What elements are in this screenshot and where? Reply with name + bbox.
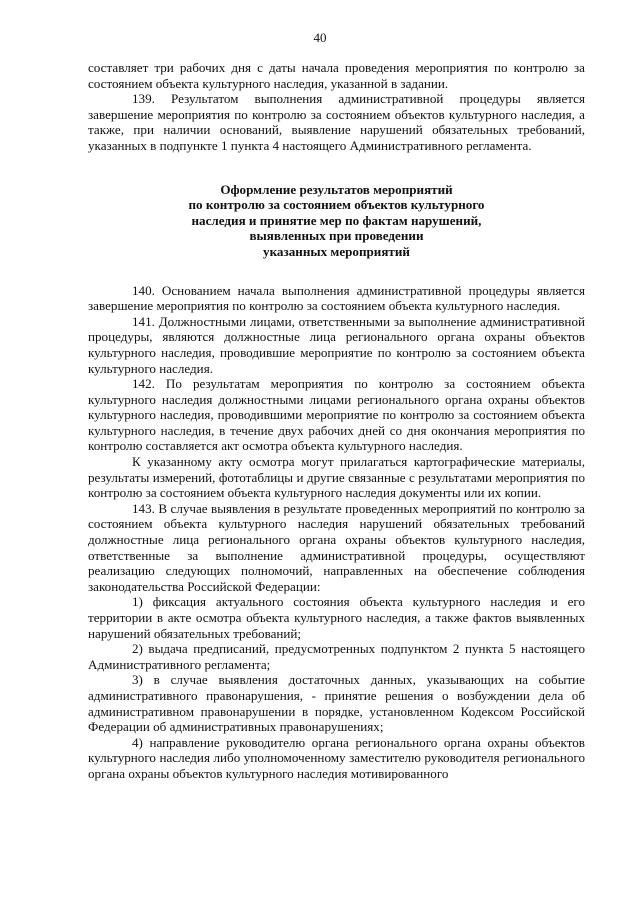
paragraph-142: 142. По результатам мероприятия по контролю за состоянием объекта культурного наследия должностными лицами регионального органа охраны объектов культурного наследия, проводившими мероприятие по контролю за состоянием объекта культурного наследия, в течение двух рабочих дней со дня окончания мероприятия по контролю составляется акт осмотра объекта культурного наследия. bbox=[88, 376, 585, 454]
paragraph-139: 139. Результатом выполнения административной процедуры является завершение мероприятия по контролю за состоянием объектов культурного наследия, а также, при наличии оснований, выявление нарушений обязательных требований, указанных в подпункте 1 пункта 4 настоящего Административного регламента. bbox=[88, 91, 585, 153]
document-body bbox=[88, 60, 585, 782]
paragraph-continuation: составляет три рабочих дня с даты начала проведения мероприятия по контролю за состоянием объекта культурного наследия, указанной в задании. bbox=[88, 60, 585, 91]
paragraph-143: 143. В случае выявления в результате проведенных мероприятий по контролю за состоянием объекта культурного наследия нарушений обязательных требований должностные лица регионального органа охраны объектов культурного наследия, ответственные за выполнение административной процедуры, осуществляют реализацию следующих полномочий, направленных на обеспечение соблюдения законодательства Российской Федерации: bbox=[88, 500, 585, 594]
list-item-4: 4) направление руководителю органа регионального органа охраны объектов культурного наследия либо уполномоченному заместителю руководителя регионального органа охраны объектов культурного наследия мотивированного bbox=[88, 734, 585, 781]
paragraph-141: 141. Должностными лицами, ответственными за выполнение административной процедуры, являются должностные лица регионального органа охраны объектов культурного наследия, проводившие мероприятие по контролю за состоянием объекта культурного наследия. bbox=[88, 313, 585, 376]
list-item-3: 3) в случае выявления достаточных данных, указывающих на событие административного правонарушения, - принятие решения о возбуждении дела об административном правонарушении в порядке, установленном Кодексом Российской Федерации об административных правонарушениях; bbox=[88, 672, 585, 735]
list-item-2: 2) выдача предписаний, предусмотренных подпунктом 2 пункта 5 настоящего Административного регламента; bbox=[88, 641, 585, 672]
paragraph-attachments: К указанному акту осмотра могут прилагаться картографические материалы, результаты измерений, фототаблицы и другие связанные с результатами мероприятия по контролю за состоянием объекта культурного наследия документы или их копии. bbox=[88, 454, 585, 501]
heading-line: указанных мероприятий bbox=[263, 243, 410, 259]
section-heading bbox=[88, 182, 585, 260]
list-item-1: 1) фиксация актуального состояния объекта культурного наследия и его территории в акте осмотра объекта культурного наследия, а также фактов выявленных нарушений обязательных требований; bbox=[88, 594, 585, 641]
paragraph-140: 140. Основанием начала выполнения административной процедуры является завершение мероприятия по контролю за состоянием объекта культурного наследия. bbox=[88, 282, 585, 314]
heading-line: по контролю за состоянием объектов культурного bbox=[188, 197, 485, 213]
heading-line: выявленных при проведении bbox=[249, 228, 424, 244]
heading-line: наследия и принятие мер по фактам нарушений, bbox=[191, 212, 482, 228]
page-number: 40 bbox=[313, 30, 327, 45]
heading-line: Оформление результатов мероприятий bbox=[220, 181, 453, 197]
